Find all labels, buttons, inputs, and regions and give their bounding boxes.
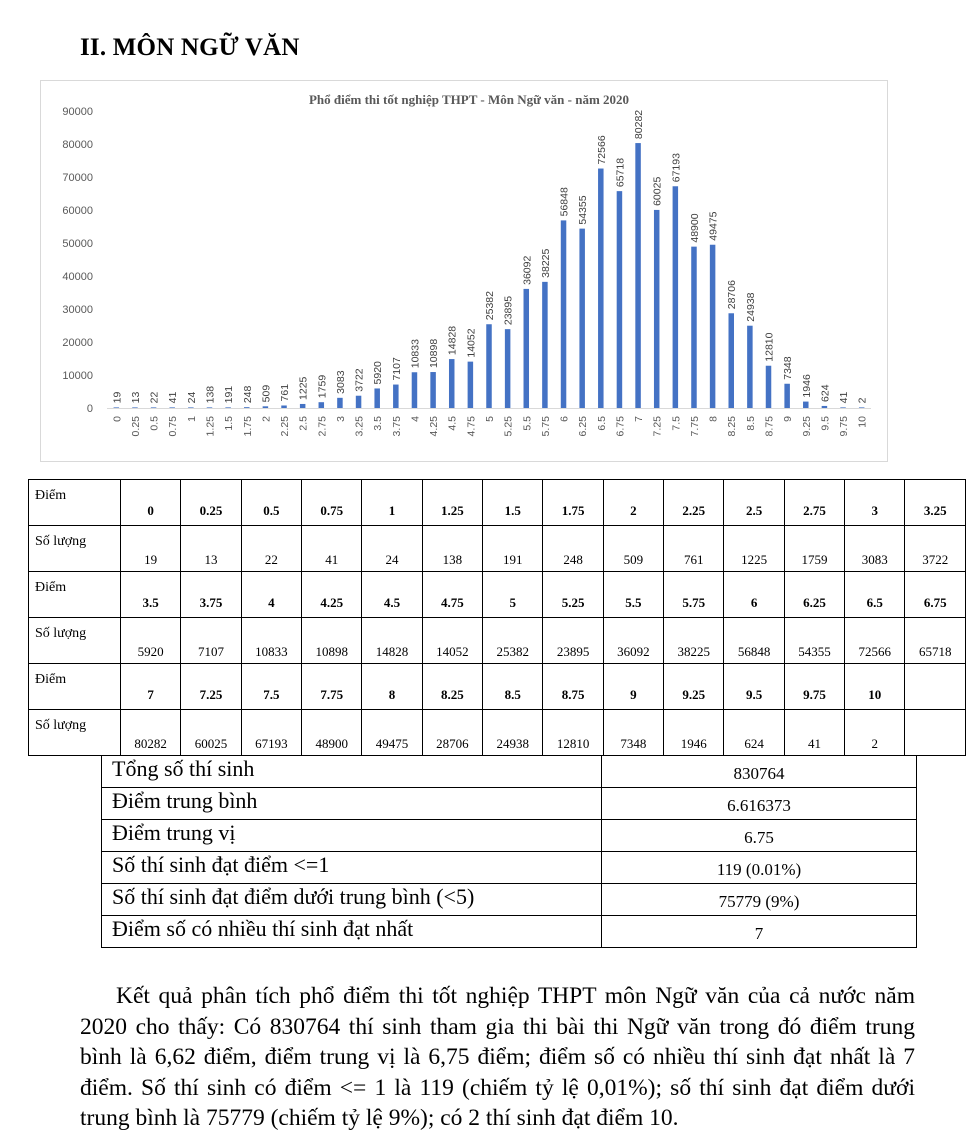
chart-svg: [41, 81, 887, 461]
x-tick-label: 9.25: [800, 416, 813, 437]
data-label: 248: [241, 385, 254, 404]
x-tick-label: 10: [856, 416, 869, 428]
count-cell: 23895: [543, 618, 603, 664]
x-tick-label: 0.75: [167, 416, 180, 437]
data-label: 38225: [539, 248, 552, 278]
data-label: 14828: [446, 325, 459, 356]
point-cell: 9.5: [724, 664, 784, 710]
stat-label: Số thí sinh đạt điểm dưới trung bình (<5): [102, 884, 602, 916]
x-tick-label: 6.5: [595, 416, 608, 431]
stat-label: Điểm trung bình: [102, 788, 602, 820]
count-cell: 67193: [241, 710, 301, 756]
count-cell: 60025: [181, 710, 241, 756]
count-cell: 36092: [603, 618, 663, 664]
bar: [225, 407, 231, 408]
count-cell: 54355: [784, 618, 844, 664]
count-cell: 25382: [483, 618, 543, 664]
data-label: 22: [148, 391, 161, 404]
data-label: 191: [223, 385, 236, 404]
analysis-paragraph: Kết quả phân tích phổ điểm thi tốt nghiệp THPT môn Ngữ văn của cả nước năm 2020 cho thấy: Có 830764 thí sinh tham gia thi bài thi Ngữ văn trong đó điểm trung bình là 6,62 điểm, điểm trung vị là 6,75 điểm; điểm số có nhiều thí sinh đạt nhất là 7 điểm. Số thí sinh có điểm <= 1 là 119 (chiếm tỷ lệ 0,01%); số thí sinh đạt điểm dưới trung bình là 75779 (chiếm tỷ lệ 9%); có 2 thí sinh đạt điểm 10.: [80, 983, 915, 1131]
y-tick-label: 90000: [62, 106, 93, 118]
bar: [840, 407, 846, 408]
data-label: 761: [279, 383, 292, 402]
data-label: 14052: [465, 328, 478, 358]
bar: [691, 247, 697, 408]
bar: [579, 229, 585, 408]
point-cell: 4: [241, 572, 301, 618]
point-cell: 0.5: [241, 480, 301, 526]
point-cell: 9: [603, 664, 663, 710]
data-label: 72566: [595, 135, 608, 165]
point-cell: 5: [483, 572, 543, 618]
bar: [244, 407, 250, 408]
x-tick-label: 7.75: [688, 416, 701, 437]
data-label: 1946: [800, 374, 813, 398]
count-cell: 1946: [664, 710, 724, 756]
x-tick-label: 0.25: [129, 416, 142, 437]
bar: [803, 402, 809, 408]
bar: [505, 329, 511, 408]
point-cell: 1.5: [483, 480, 543, 526]
count-cell: [905, 710, 966, 756]
counts-row-label: Số lượng: [29, 618, 121, 664]
data-label: 67193: [670, 153, 683, 183]
points-row-label: Điểm: [29, 480, 121, 526]
point-cell: 6.75: [905, 572, 966, 618]
points-row-label: Điểm: [29, 664, 121, 710]
bar: [114, 407, 120, 408]
point-cell: 2.75: [784, 480, 844, 526]
count-cell: 13: [181, 526, 241, 572]
summary-stats-table: [101, 755, 917, 948]
count-cell: 761: [664, 526, 724, 572]
x-tick-label: 8.75: [763, 416, 776, 437]
bar: [673, 186, 679, 408]
x-tick-label: 5: [484, 416, 496, 422]
bar: [728, 313, 734, 408]
bar: [486, 324, 492, 408]
point-cell: 1.25: [422, 480, 482, 526]
x-tick-label: 6.75: [614, 416, 627, 437]
x-tick-label: 2.75: [316, 416, 329, 437]
data-label: 10898: [428, 338, 441, 369]
x-tick-label: 9: [782, 416, 795, 422]
data-label: 138: [204, 385, 217, 404]
stat-label: Tổng số thí sinh: [102, 756, 602, 788]
point-cell: 7.25: [181, 664, 241, 710]
point-cell: 0: [121, 480, 181, 526]
stat-value: 6.616373: [602, 788, 917, 820]
stat-value: 75779 (9%): [602, 884, 917, 916]
count-cell: 41: [784, 710, 844, 756]
bar: [468, 362, 474, 408]
point-cell: 7.75: [302, 664, 362, 710]
count-cell: 49475: [362, 710, 422, 756]
x-tick-label: 1: [185, 416, 198, 422]
count-cell: 1759: [784, 526, 844, 572]
x-tick-label: 7.25: [651, 416, 664, 437]
count-cell: 24938: [483, 710, 543, 756]
data-label: 624: [819, 384, 832, 402]
y-tick-label: 20000: [62, 337, 93, 349]
stat-label: Điểm số có nhiều thí sinh đạt nhất: [102, 916, 602, 948]
point-cell: 6.5: [845, 572, 905, 618]
bar: [542, 282, 548, 408]
y-tick-label: 60000: [62, 205, 93, 217]
data-label: 12810: [763, 332, 776, 362]
x-tick-label: 3.25: [353, 416, 366, 437]
count-cell: 12810: [543, 710, 603, 756]
count-cell: 10898: [302, 618, 362, 664]
bar: [356, 396, 362, 408]
count-cell: 22: [241, 526, 301, 572]
count-cell: 2: [845, 710, 905, 756]
count-cell: 38225: [664, 618, 724, 664]
bar: [859, 407, 865, 408]
stat-row: [102, 756, 917, 788]
data-label: 41: [838, 391, 851, 404]
counts-row: [29, 618, 966, 664]
point-cell: 8.25: [422, 664, 482, 710]
count-cell: 48900: [302, 710, 362, 756]
x-tick-label: 4.25: [428, 416, 441, 437]
data-label: 56848: [558, 187, 571, 217]
x-tick-label: 8: [707, 416, 720, 422]
y-tick-label: 30000: [62, 304, 93, 316]
y-tick-label: 70000: [62, 172, 93, 184]
point-cell: [905, 664, 966, 710]
point-cell: 5.75: [664, 572, 724, 618]
stat-value: 6.75: [602, 820, 917, 852]
data-label: 54355: [577, 195, 590, 225]
data-label: 5920: [372, 361, 385, 385]
point-cell: 7.5: [241, 664, 301, 710]
x-tick-label: 9.75: [838, 416, 851, 437]
point-cell: 0.75: [302, 480, 362, 526]
x-tick-label: 3: [334, 416, 347, 422]
bar: [635, 143, 641, 408]
point-cell: 3.75: [181, 572, 241, 618]
point-cell: 3.5: [121, 572, 181, 618]
x-tick-label: 2: [260, 416, 273, 422]
bar: [337, 398, 343, 408]
bar: [654, 210, 660, 408]
count-cell: 1225: [724, 526, 784, 572]
bar: [412, 372, 418, 408]
count-cell: 56848: [724, 618, 784, 664]
bar: [169, 407, 175, 408]
data-label: 41: [167, 391, 180, 404]
bar: [710, 245, 716, 408]
data-label: 2: [856, 397, 869, 404]
x-tick-label: 3.75: [390, 416, 403, 437]
stat-row: [102, 788, 917, 820]
data-label: 19: [111, 391, 124, 404]
x-tick-label: 0.5: [148, 416, 161, 431]
x-tick-label: 0: [111, 416, 124, 422]
count-cell: 138: [422, 526, 482, 572]
point-cell: 7: [121, 664, 181, 710]
x-tick-label: 8.25: [726, 416, 739, 437]
bar: [617, 191, 623, 408]
counts-row-label: Số lượng: [29, 710, 121, 756]
data-label: 48900: [688, 213, 701, 243]
point-cell: 4.5: [362, 572, 422, 618]
x-tick-label: 4: [409, 416, 422, 422]
counts-row: [29, 526, 966, 572]
stat-label: Điểm trung vị: [102, 820, 602, 852]
stat-value: 830764: [602, 756, 917, 788]
bar: [207, 407, 213, 408]
x-tick-label: 5.5: [521, 416, 534, 431]
count-cell: 24: [362, 526, 422, 572]
x-tick-label: 2.25: [279, 416, 292, 437]
count-cell: 19: [121, 526, 181, 572]
count-cell: 3083: [845, 526, 905, 572]
data-label: 1759: [316, 374, 329, 399]
count-cell: 248: [543, 526, 603, 572]
count-cell: 5920: [121, 618, 181, 664]
point-cell: 4.25: [302, 572, 362, 618]
data-label: 7348: [782, 356, 795, 380]
chart-title: Phổ điểm thi tốt nghiệp THPT - Môn Ngữ văn - năm 2020: [308, 92, 630, 107]
bar: [561, 220, 567, 408]
count-cell: 28706: [422, 710, 482, 756]
point-cell: 5.5: [603, 572, 663, 618]
x-tick-label: 1.75: [241, 416, 254, 437]
y-tick-label: 40000: [62, 271, 93, 283]
y-tick-label: 0: [86, 403, 93, 415]
data-label: 28706: [726, 280, 739, 310]
x-tick-label: 6.25: [577, 416, 590, 437]
bar: [151, 407, 157, 408]
points-row-label: Điểm: [29, 572, 121, 618]
count-cell: 624: [724, 710, 784, 756]
point-cell: 9.25: [664, 664, 724, 710]
stat-label: Số thí sinh đạt điểm <=1: [102, 852, 602, 884]
bar: [319, 402, 325, 408]
point-cell: 2.5: [724, 480, 784, 526]
data-label: 7107: [390, 357, 403, 381]
point-cell: 0.25: [181, 480, 241, 526]
data-label: 49475: [707, 211, 720, 241]
x-tick-label: 9.5: [819, 416, 832, 431]
point-cell: 2.25: [664, 480, 724, 526]
bar: [188, 407, 194, 408]
points-row: [29, 480, 966, 526]
point-cell: 8: [362, 664, 422, 710]
bar: [300, 404, 306, 408]
point-cell: 8.5: [483, 664, 543, 710]
bar: [393, 385, 399, 408]
point-cell: 9.75: [784, 664, 844, 710]
count-cell: 10833: [241, 618, 301, 664]
x-tick-label: 8.5: [744, 416, 757, 431]
counts-row: [29, 710, 966, 756]
data-label: 80282: [633, 109, 646, 140]
x-tick-label: 6: [558, 416, 571, 422]
point-cell: 10: [845, 664, 905, 710]
data-label: 13: [129, 391, 142, 404]
bar: [132, 407, 138, 408]
data-label: 36092: [521, 255, 534, 285]
count-cell: 191: [483, 526, 543, 572]
bar: [822, 406, 828, 408]
data-label: 509: [260, 384, 273, 403]
data-label: 25382: [484, 291, 496, 321]
y-tick-label: 80000: [62, 139, 93, 151]
stat-row: [102, 852, 917, 884]
count-cell: 14052: [422, 618, 482, 664]
stat-value: 7: [602, 916, 917, 948]
count-cell: 3722: [905, 526, 966, 572]
y-tick-label: 50000: [62, 238, 93, 250]
point-cell: 1: [362, 480, 422, 526]
count-cell: 509: [603, 526, 663, 572]
bar: [449, 359, 455, 408]
count-cell: 65718: [905, 618, 966, 664]
stat-row: [102, 916, 917, 948]
stat-row: [102, 820, 917, 852]
x-tick-label: 4.75: [465, 416, 478, 437]
bar: [747, 326, 753, 408]
count-cell: 41: [302, 526, 362, 572]
data-label: 24: [185, 391, 198, 404]
score-distribution-chart: [40, 80, 888, 462]
data-label: 3722: [353, 368, 366, 392]
x-tick-label: 2.5: [297, 416, 310, 431]
x-tick-label: 4.5: [446, 416, 459, 431]
points-row: [29, 664, 966, 710]
point-cell: 4.75: [422, 572, 482, 618]
x-tick-label: 1.5: [223, 416, 236, 431]
bar: [281, 405, 287, 408]
point-cell: 2: [603, 480, 663, 526]
y-tick-label: 10000: [62, 370, 93, 382]
section-heading: II. MÔN NGỮ VĂN: [80, 34, 300, 61]
count-cell: 14828: [362, 618, 422, 664]
score-count-table: [28, 479, 966, 756]
data-label: 65718: [614, 157, 627, 188]
x-tick-label: 5.75: [539, 416, 552, 437]
data-label: 10833: [409, 339, 422, 369]
count-cell: 72566: [845, 618, 905, 664]
x-tick-label: 7.5: [670, 416, 683, 431]
bar: [374, 388, 380, 408]
bar: [598, 169, 604, 408]
bar: [784, 384, 790, 408]
data-label: 1225: [297, 376, 310, 400]
point-cell: 8.75: [543, 664, 603, 710]
x-tick-label: 5.25: [502, 416, 515, 437]
stat-row: [102, 884, 917, 916]
point-cell: 5.25: [543, 572, 603, 618]
point-cell: 3: [845, 480, 905, 526]
point-cell: 6: [724, 572, 784, 618]
point-cell: 1.75: [543, 480, 603, 526]
bar: [430, 372, 436, 408]
counts-row-label: Số lượng: [29, 526, 121, 572]
point-cell: 6.25: [784, 572, 844, 618]
bar: [524, 289, 530, 408]
bar: [263, 406, 269, 408]
data-label: 24938: [744, 292, 757, 322]
bar: [766, 366, 772, 408]
x-tick-label: 3.5: [372, 416, 385, 431]
x-tick-label: 7: [633, 416, 646, 422]
point-cell: 3.25: [905, 480, 966, 526]
data-label: 3083: [334, 370, 347, 394]
count-cell: 7107: [181, 618, 241, 664]
data-label: 60025: [651, 176, 664, 206]
x-tick-label: 1.25: [204, 416, 217, 437]
stat-value: 119 (0.01%): [602, 852, 917, 884]
count-cell: 7348: [603, 710, 663, 756]
data-label: 23895: [502, 295, 515, 326]
points-row: [29, 572, 966, 618]
count-cell: 80282: [121, 710, 181, 756]
